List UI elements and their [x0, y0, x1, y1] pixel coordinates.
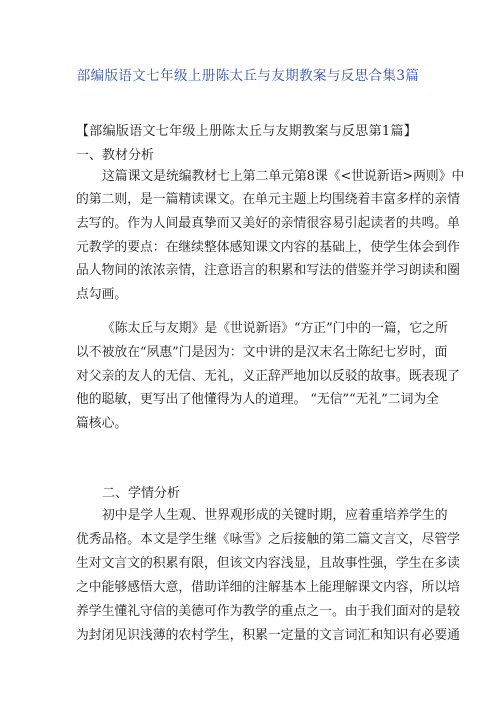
paragraph-line: 初中是学人生观、世界观形成的关键时期，应着重培养学生的 — [102, 508, 448, 523]
paragraph-line: 生对文言文的积累有限，但该文内容浅显，且故事性强，学生在多读 — [76, 556, 460, 571]
paragraph-line: 对父亲的友人的无信、无礼，义正辞严地加以反驳的故事。既表现了 — [76, 369, 460, 384]
document-title: 部编版语文七年级上册陈太丘与友期教案与反思合集3篇 — [76, 68, 420, 84]
paragraph-line: 这篇课文是统编教材七上第二单元第8课《<世说新语>两则》中 — [102, 169, 465, 184]
paragraph-line: 去写的。作为人间最真挚而又美好的亲情很容易引起读者的共鸣。单 — [76, 216, 460, 231]
paragraph-line: 点勾画。 — [76, 287, 128, 302]
section-heading: 【部编版语文七年级上册陈太丘与友期教案与反思第1篇】 — [76, 124, 418, 139]
heading-learner-analysis: 二、学情分析 — [102, 486, 181, 501]
paragraph-line: 养学生懂礼守信的美德可作为教学的重点之一。由于我们面对的是较 — [76, 604, 460, 619]
heading-textbook-analysis: 一、教材分析 — [76, 148, 155, 163]
paragraph-line: 之中能够感悟大意，借助详细的注解基本上能理解课文内容，所以培 — [76, 580, 460, 595]
paragraph-line: 以不被放在“夙惠”门是因为：文中讲的是汉末名士陈纪七岁时，面 — [76, 345, 448, 360]
paragraph-line: 《陈太丘与友期》是《世说新语》“方正”门中的一篇，它之所 — [102, 321, 448, 336]
paragraph-line: 他的聪敏，更写出了他懂得为人的道理。 “无信”“无礼”二词为全 — [76, 392, 439, 407]
paragraph-line: 优秀品格。本文是学生继《咏雪》之后接触的第二篇文言文，尽管学 — [76, 532, 460, 547]
paragraph-line: 篇核心。 — [76, 416, 128, 431]
paragraph-line: 的第二则，是一篇精读课文。在单元主题上均围绕着丰富多样的亲情 — [76, 192, 460, 207]
paragraph-line: 元教学的要点：在继续整体感知课文内容的基础上，使学生体会到作 — [76, 240, 460, 255]
paragraph-line: 为封闭见识浅薄的农村学生，积累一定量的文言词汇和知识有必要通 — [76, 628, 460, 643]
paragraph-line: 品人物间的浓浓亲情，注意语言的积累和写法的借鉴并学习朗读和圈 — [76, 263, 460, 278]
